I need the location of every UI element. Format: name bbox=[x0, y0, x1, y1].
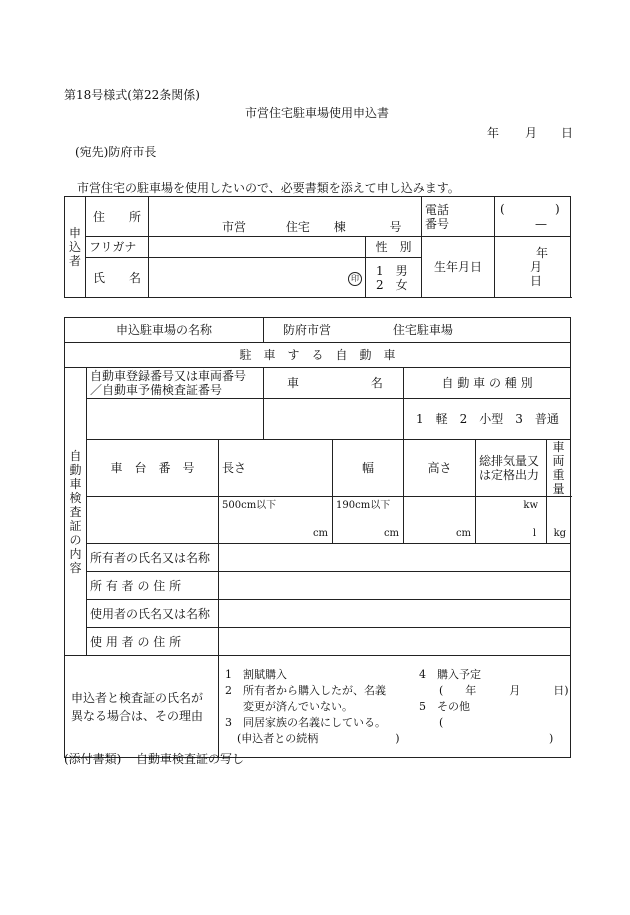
car-name-label: 車 名 bbox=[264, 368, 404, 399]
owner-name-label: 所有者の氏名又は名称 bbox=[87, 544, 219, 572]
phone-field[interactable]: ( ) — bbox=[495, 197, 571, 237]
owner-address-label: 所 有 者 の 住 所 bbox=[87, 572, 219, 600]
gender-options[interactable]: 1 男 2 女 bbox=[366, 258, 422, 298]
date-year: 年 bbox=[487, 126, 500, 140]
width-label: 幅 bbox=[333, 440, 404, 497]
displacement-label: 総排気量又 は定格出力 bbox=[476, 440, 547, 497]
furigana-field[interactable] bbox=[149, 237, 366, 258]
address-label: 住 所 bbox=[86, 197, 149, 237]
vehicle-type-label: 自 動 車 の 種 別 bbox=[404, 368, 571, 399]
vehicle-table bbox=[64, 317, 571, 758]
user-name-label: 使用者の氏名又は名称 bbox=[87, 600, 219, 628]
height-label: 高さ bbox=[404, 440, 476, 497]
length-field[interactable]: 500cm以下 cm bbox=[219, 497, 333, 544]
chassis-number-label: 車 台 番 号 bbox=[87, 440, 219, 497]
weight-label: 車両重量 bbox=[547, 440, 571, 497]
registration-field[interactable] bbox=[87, 399, 264, 440]
length-label: 長さ bbox=[219, 440, 333, 497]
intro-text: 市営住宅の駐車場を使用したいので、必要書類を添えて申し込みます。 bbox=[77, 181, 460, 195]
width-field[interactable]: 190cm以下 cm bbox=[333, 497, 404, 544]
date-day: 日 bbox=[561, 126, 574, 140]
applicant-table bbox=[64, 196, 571, 298]
attachment-label: (添付書類) bbox=[64, 752, 122, 766]
displacement-field[interactable]: kw l bbox=[476, 497, 547, 544]
furigana-label: フリガナ bbox=[86, 237, 149, 258]
parking-name-label: 申込駐車場の名称 bbox=[65, 318, 264, 343]
user-name-field[interactable] bbox=[219, 600, 571, 628]
birthdate-field[interactable]: 年 月 日 bbox=[495, 237, 571, 298]
address-field[interactable]: 市営 住宅 棟 号 bbox=[149, 197, 422, 237]
page-title: 市営住宅駐車場使用申込書 bbox=[245, 106, 390, 120]
name-label: 氏 名 bbox=[86, 258, 149, 298]
user-address-field[interactable] bbox=[219, 628, 571, 656]
height-field[interactable]: cm bbox=[404, 497, 476, 544]
gender-label: 性 別 bbox=[366, 237, 422, 258]
vehicle-section-title: 駐 車 す る 自 動 車 bbox=[65, 343, 571, 368]
seal-icon: 印 bbox=[348, 272, 362, 286]
chassis-number-field[interactable] bbox=[87, 497, 219, 544]
birthdate-label: 生年月日 bbox=[422, 237, 495, 298]
parking-name-field[interactable]: 防府市営 住宅駐車場 bbox=[264, 318, 571, 343]
owner-name-field[interactable] bbox=[219, 544, 571, 572]
date-month: 月 bbox=[525, 126, 538, 140]
phone-label: 電話番号 bbox=[422, 197, 495, 237]
name-field[interactable] bbox=[149, 258, 366, 298]
reason-options[interactable]: 1 割賦購入 2 所有者から購入したが、名義 変更が済んでいない。 3 同居家族の名義にしている。 (申込者との続柄 ) 4 購入予定 ( 年 月 日) 5 その他 ( ) bbox=[219, 656, 571, 758]
form-number: 第18号様式(第22条関係) bbox=[64, 88, 200, 102]
applicant-side-label: 申 込 者 bbox=[65, 197, 86, 298]
user-address-label: 使 用 者 の 住 所 bbox=[87, 628, 219, 656]
registration-label: 自動車登録番号又は車両番号 ／自動車予備検査証番号 bbox=[87, 368, 264, 399]
reason-label: 申込者と検査証の氏名が 異なる場合は、その理由 bbox=[65, 656, 219, 758]
vehicle-side-label: 自 動 車 検 査 証 の 内 容 bbox=[65, 368, 87, 656]
attachment-value: 自動車検査証の写し bbox=[136, 752, 245, 766]
car-name-field[interactable] bbox=[264, 399, 404, 440]
addressee: (宛先)防府市長 bbox=[75, 145, 157, 159]
vehicle-type-options[interactable]: 1 軽 2 小型 3 普通 bbox=[404, 399, 571, 440]
owner-address-field[interactable] bbox=[219, 572, 571, 600]
weight-field[interactable]: kg bbox=[547, 497, 571, 544]
